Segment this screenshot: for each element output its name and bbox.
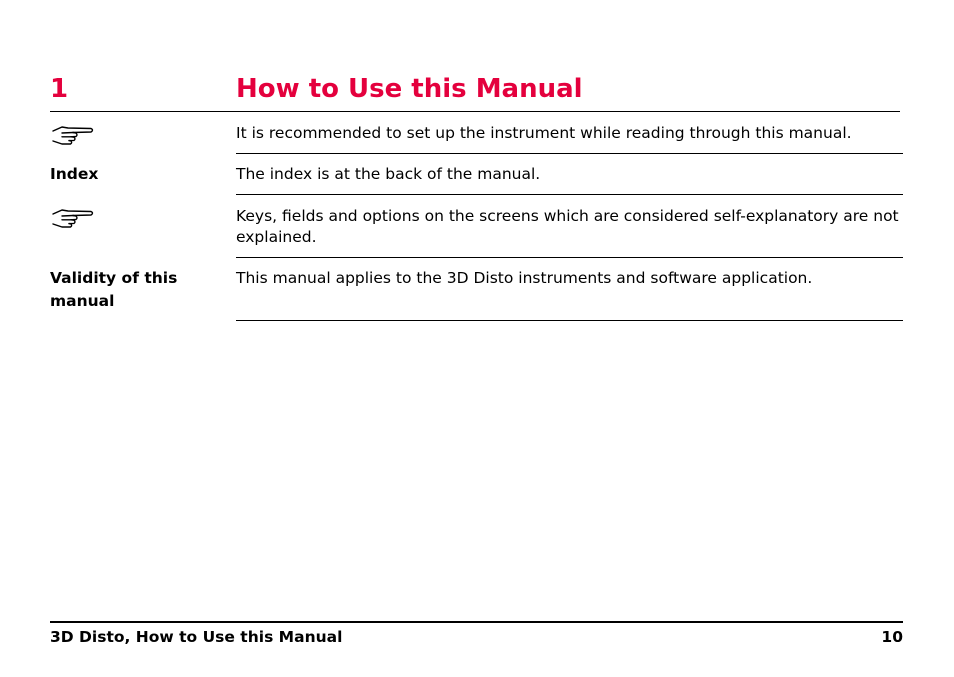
page-number: 10 (881, 628, 903, 646)
pointing-hand-icon (51, 124, 95, 146)
chapter-number: 1 (50, 74, 69, 104)
index-label: Index (50, 165, 99, 183)
recommendation-text: It is recommended to set up the instrument while reading through this manual. (236, 124, 852, 142)
footer-title: 3D Disto, How to Use this Manual (50, 628, 343, 646)
title-divider (50, 111, 900, 112)
self-explanatory-text: Keys, fields and options on the screens which are considered self-explanatory are not explained. (236, 207, 899, 246)
chapter-title: How to Use this Manual (236, 74, 583, 104)
footer-divider (50, 621, 903, 623)
row-divider (236, 194, 903, 195)
validity-label: Validity of this manual (50, 269, 178, 310)
row-divider (236, 153, 903, 154)
row-divider (236, 257, 903, 258)
index-text: The index is at the back of the manual. (236, 165, 541, 183)
row-divider (236, 320, 903, 321)
validity-text: This manual applies to the 3D Disto instruments and software application. (236, 269, 813, 287)
pointing-hand-icon (51, 207, 95, 229)
